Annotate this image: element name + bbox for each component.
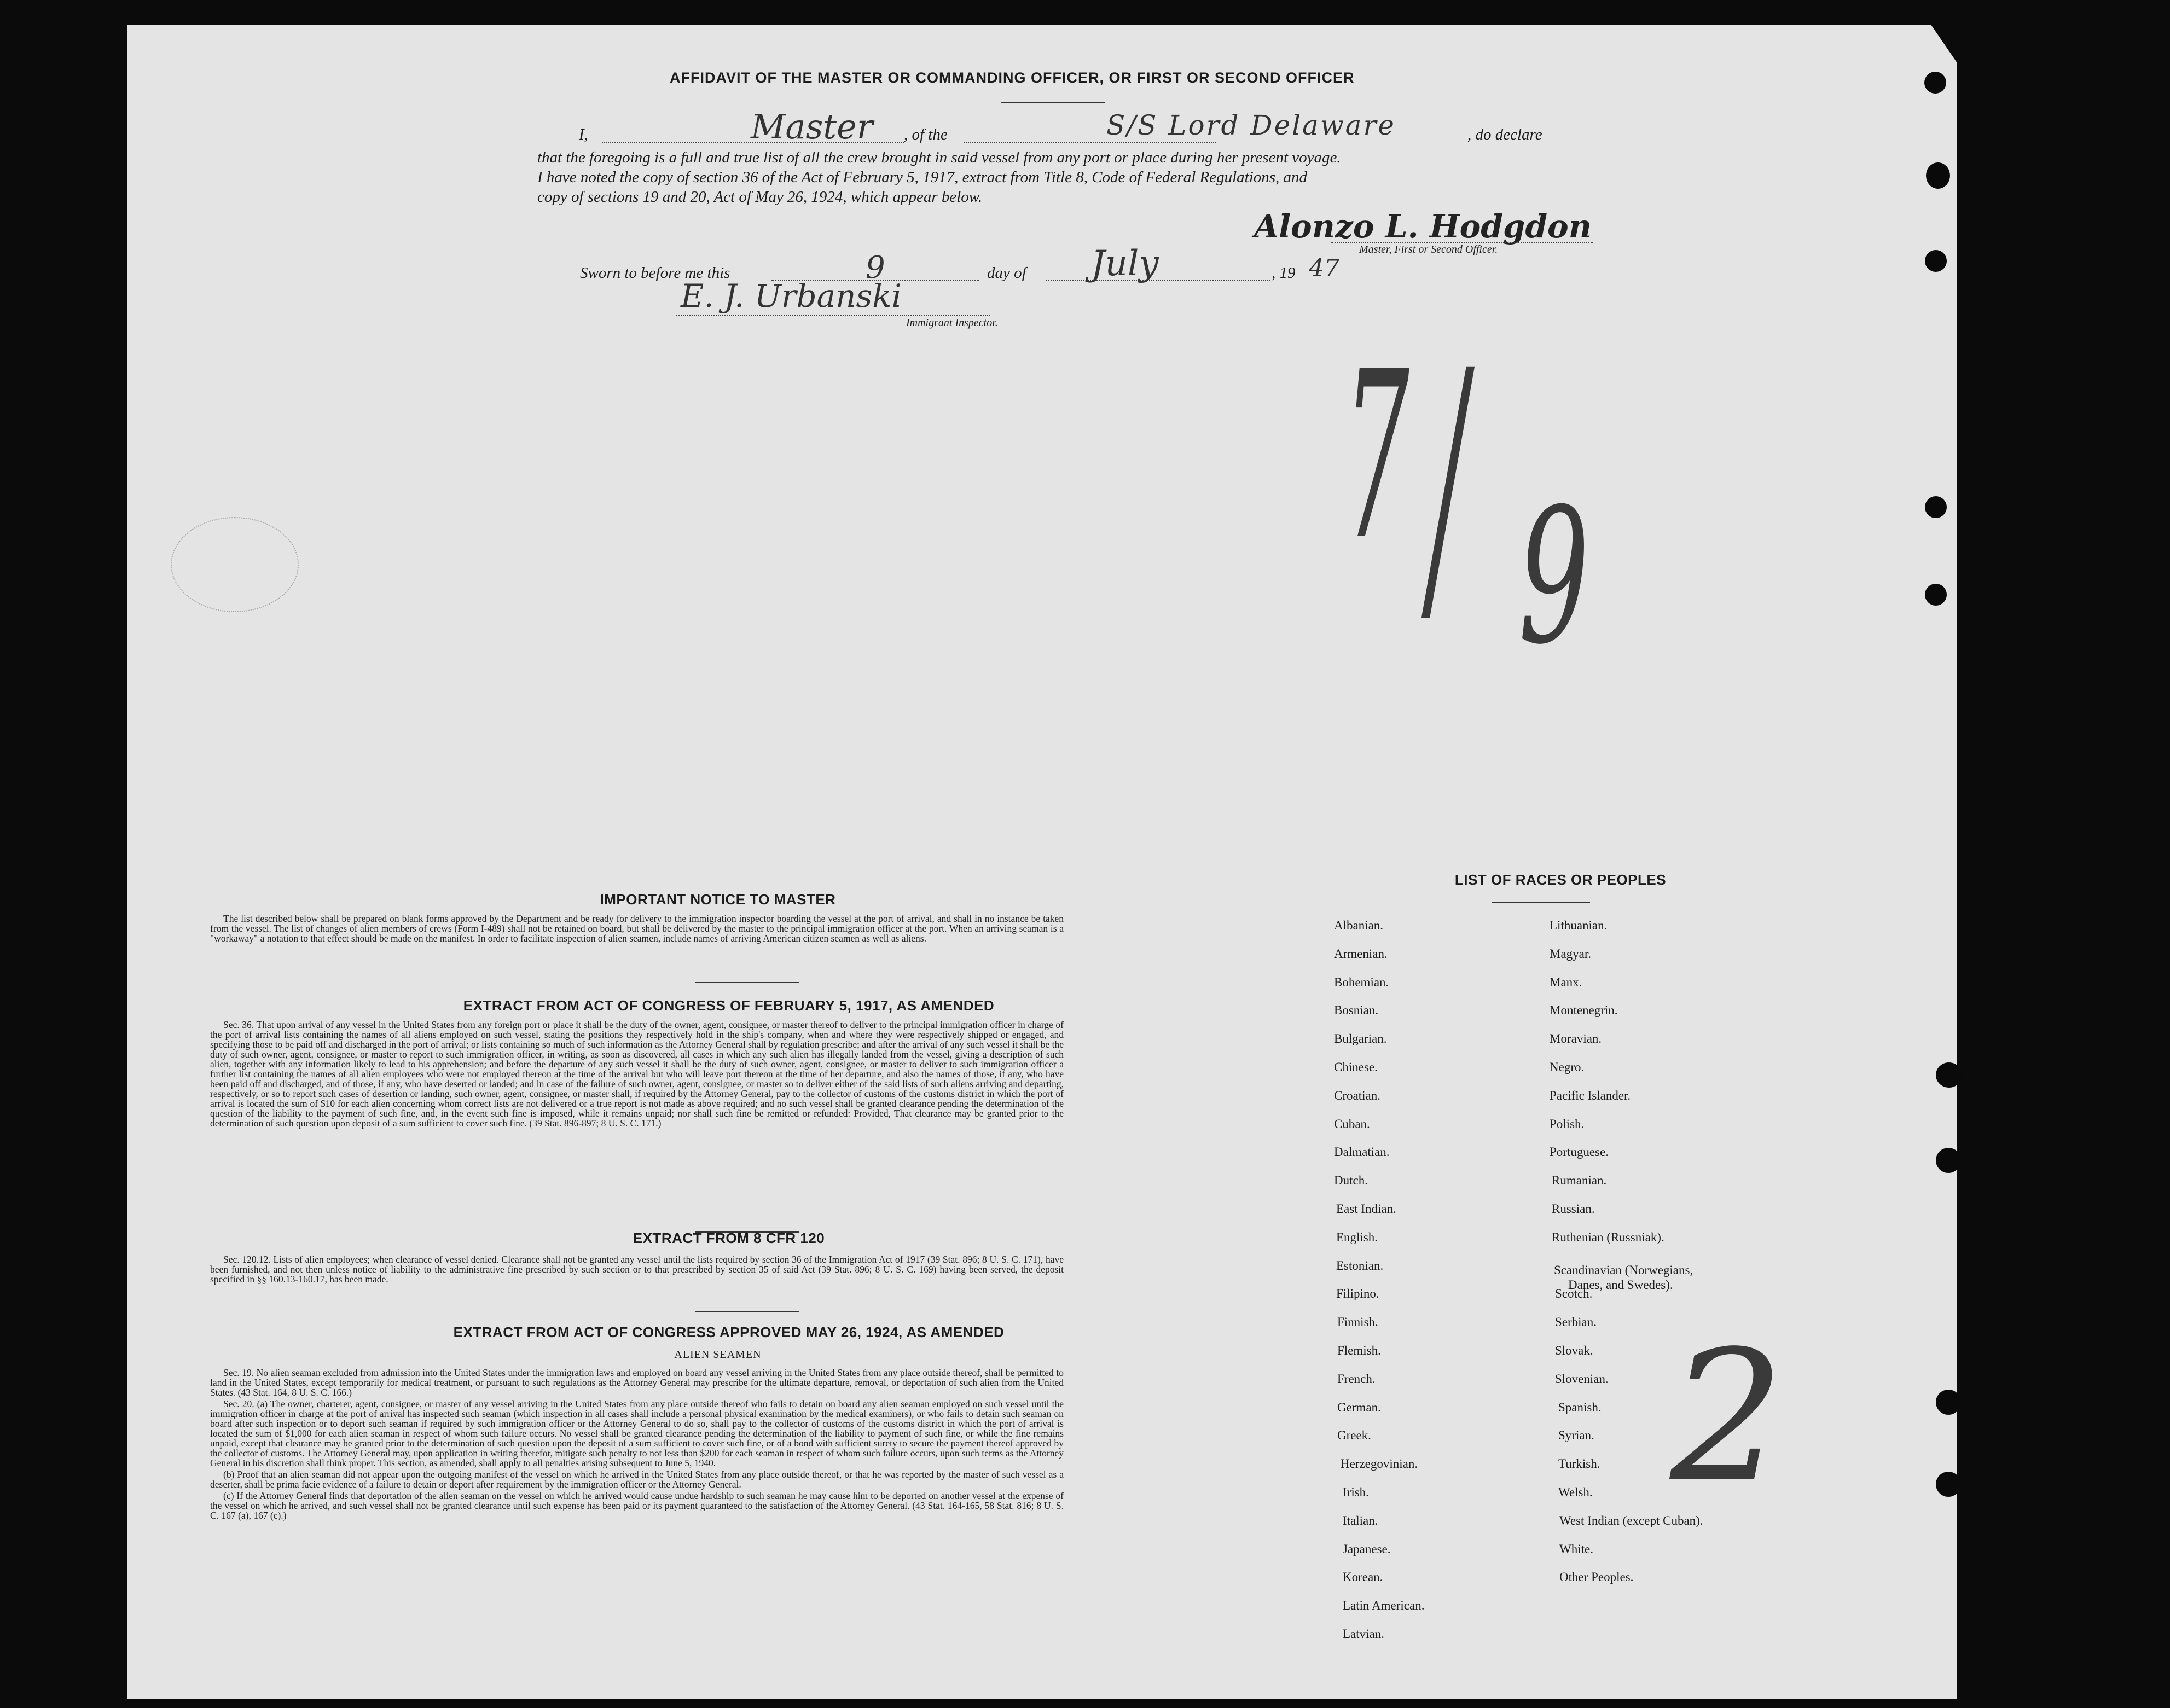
race-item: Syrian. [1558, 1428, 1594, 1443]
races-rule [1492, 902, 1590, 903]
race-item: Negro. [1550, 1060, 1585, 1074]
race-item: Montenegrin. [1550, 1003, 1618, 1018]
extract-1924-sec20c: (c) If the Attorney General finds that deportation of the alien seaman on the vessel on which he arrived would cause undue hardship to such seaman he may cause him to be deported on another vessel at the expense of the vessel on which he arrived, and such vessel shall not be granted clearance until such expense has been paid or its payment guaranteed to the satisfaction of the Attorney General. (43 Stat. 164-165, 58 Stat. 816; 8 U. S. C. 167 (a), 167 (c).) [210, 1490, 1064, 1521]
document-sheet [127, 25, 1957, 1699]
handwritten-date-mark-b: 9 [1518, 469, 1590, 685]
race-item: Portuguese. [1550, 1145, 1609, 1159]
day-handwritten: 9 [866, 250, 885, 286]
year-prefix: , 19 [1272, 264, 1296, 282]
extract-cfr-body [210, 1254, 1064, 1286]
inspector-caption: Immigrant Inspector. [906, 317, 998, 329]
extract-cfr-heading: EXTRACT FROM 8 CFR 120 [633, 1230, 825, 1246]
punch-hole [1925, 496, 1947, 518]
race-item: Welsh. [1558, 1485, 1593, 1499]
master-signature: Alonzo L. Hodgdon [1254, 208, 1592, 245]
extract-1924-body [210, 1368, 1064, 1522]
extract-1924-sec20b: (b) Proof that an alien seaman did not appear upon the outgoing manifest of the vessel on which he arrived in the United States from any place outside thereof, or that he was reported by the master of such vessel as a deserter, shall be prima facie evidence of a failure to detain or deport after requirement by the immigration officer or the Attorney General. [210, 1469, 1064, 1490]
handwritten-date-mark-a: 7 [1343, 323, 1409, 590]
race-item: Scandinavian (Norwegians, [1554, 1263, 1693, 1277]
race-item: Estonian. [1336, 1258, 1384, 1273]
extract-cfr-text: Sec. 120.12. Lists of alien employees; when clearance of vessel denied. Clearance shall not be granted any vessel until the lists required by section 36 of the Immigration Act of 1917 (39 Stat. 896; 8 U. S. C. 171), have been furnished, and not then unless notice of liability to the administrative fine prescribed by such section or to that prescribed by section 35 of said Act (39 Stat. 896; 8 U. S. C. 169) having been served, the deposit specified in §§ 160.13-160.17, has been made. [210, 1254, 1064, 1285]
vessel-line [964, 142, 1216, 143]
affidavit-do-declare: , do declare [1467, 126, 1542, 143]
extract-1917-body [210, 1020, 1064, 1130]
notice-heading: IMPORTANT NOTICE TO MASTER [600, 891, 836, 908]
race-item: French. [1337, 1372, 1376, 1386]
race-item: Finnish. [1337, 1315, 1378, 1329]
race-item: Russian. [1552, 1202, 1595, 1216]
race-item: Herzegovinian. [1341, 1457, 1418, 1471]
month-handwritten: July [1091, 243, 1159, 284]
signature-line [1331, 242, 1593, 243]
race-item: Bosnian. [1334, 1003, 1379, 1018]
race-item: West Indian (except Cuban). [1559, 1513, 1703, 1527]
punch-hole [1936, 1390, 1961, 1415]
extract-1924-sec20a: Sec. 20. (a) The owner, charterer, agent, consignee, or master of any vessel arriving in the United States from any place outside thereof who fails to detain on board any alien seaman employed on such vessel until the immigration officer in charge at the port of arrival has inspected such seaman (which inspection in all cases shall include a personal physical examination by the medical examiners), or who fails to detain such seaman on board after such inspection or to deport such seaman if required by such immigration officer or the Attorney General to do so, shall pay to the collector of customs of the customs district in which the port of arrival is located the sum of $1,000 for each alien seaman in respect of whom such failure occurs. No vessel shall be granted clearance pending the determination of the liability to payment of such fine, or while the fine remains unpaid, except that clearance may be granted prior to the determination of such question upon the deposit of a sum sufficient to cover such fine, or of a bond with sufficient surety to secure the payment thereof approved by the collector of customs. The Attorney General may, upon application in writing therefor, mitigate such penalty to not less than $200 for each seaman in respect of whom such failure occurs, upon such terms as the Attorney General in his discretion shall think proper. This section, as amended, shall apply to all penalties arising subsequent to June 5, 1940. [210, 1398, 1064, 1468]
handwritten-page-mark: 2 [1670, 1312, 1785, 1522]
race-item: Flemish. [1337, 1344, 1381, 1357]
race-item: Serbian. [1555, 1315, 1597, 1329]
punch-hole [1924, 72, 1946, 94]
race-item: White. [1559, 1542, 1593, 1556]
race-item: Manx. [1550, 975, 1582, 989]
race-item: Lithuanian. [1550, 919, 1608, 932]
race-item: Other Peoples. [1559, 1570, 1634, 1584]
year-handwritten: 47 [1309, 254, 1339, 282]
affidavit-line-3: I have noted the copy of section 36 of the Act of February 5, 1917, extract from Title 8, Code of Federal Regulations, and [537, 169, 1308, 186]
section-rule [695, 1311, 799, 1312]
race-item: German. [1337, 1400, 1381, 1414]
affidavit-heading: AFFIDAVIT OF THE MASTER OR COMMANDING OFFICER, OR FIRST OR SECOND OFFICER [670, 69, 1355, 86]
punch-hole [1925, 584, 1947, 606]
race-item: Spanish. [1558, 1400, 1602, 1414]
race-item: Latin American. [1343, 1599, 1425, 1613]
race-item: Polish. [1550, 1117, 1585, 1131]
punch-hole [1936, 1062, 1962, 1088]
race-item: Irish. [1343, 1485, 1369, 1499]
affidavit-i-label: I, [579, 126, 588, 143]
race-item: Moravian. [1550, 1032, 1602, 1046]
faded-stamp [171, 517, 299, 612]
race-item: Slovak. [1555, 1344, 1593, 1357]
affidavit-line-2: that the foregoing is a full and true list of all the crew brought in said vessel from any port or place during her present voyage. [537, 149, 1341, 166]
race-item: Magyar. [1550, 946, 1592, 961]
race-item: Armenian. [1334, 946, 1388, 961]
race-item: Danes, and Swedes). [1568, 1277, 1673, 1292]
race-item: Rumanian. [1552, 1173, 1607, 1188]
race-item: Latvian. [1343, 1627, 1384, 1641]
signature-caption: Master, First or Second Officer. [1359, 243, 1498, 255]
extract-1917-text: Sec. 36. That upon arrival of any vessel in the United States from any foreign port or place it shall be the duty of the owner, agent, consignee, or master thereof to deliver to the principal immigration officer in charge of the port of arrival lists containing the names of all aliens employed on such vessel, stating the positions they respectively hold in the ship's company, when and where they were respectively shipped or engaged, and specifying those to be paid off and discharged in the port of arrival; or lists containing so much of such information as the Attorney General shall by regulation prescribe; and after the arrival of any such vessel it shall be the duty of such owner, agent, consignee, or master to report to such immigration officer, in writing, as soon as discovered, all cases in which any such alien has illegally landed from the vessel, giving a description of such alien, together with any information likely to lead to his apprehension; and before the departure of any such vessel it shall be the duty of such owner, agent, consignee, or master to deliver to such immigration officer a further list containing the names of all alien employees who were not employed thereon at the time of the arrival but who will leave port thereon at the time of her departure, and also the names of those, if any, who have been paid off and discharged, and of those, if any, who have deserted or landed; and in case of the failure of such owner, agent, consignee, or master so to deliver either of the said lists of such aliens arriving and departing, respectively, or so to report such cases of desertion or landing, such owner, agent, consignee, or master shall, if required by the Attorney General, pay to the collector of customs of the customs district in which the port of arrival is located the sum of $10 for each alien concerning whom correct lists are not delivered or a true report is not made as above required; and no such vessel shall be granted clearance pending the determination of the question of the liability to the payment of such fine, and, in the event such fine is imposed, while it remains unpaid; nor shall such fine be remitted or refunded: Provided, That clearance may be granted prior to the determination of such question upon deposit of a sum sufficient to cover such fine. (39 Stat. 896-897; 8 U. S. C. 171.) [210, 1019, 1064, 1129]
race-item: Italian. [1343, 1513, 1378, 1527]
race-item: Korean. [1343, 1570, 1383, 1584]
handwritten-date-mark-slash: / [1430, 306, 1466, 663]
race-item: Chinese. [1334, 1060, 1378, 1074]
sworn-label: Sworn to before me this [580, 264, 730, 282]
race-item: Turkish. [1558, 1457, 1600, 1471]
race-item: Albanian. [1334, 919, 1384, 932]
extract-1924-heading: EXTRACT FROM ACT OF CONGRESS APPROVED MAY 26, 1924, AS AMENDED [453, 1324, 1005, 1340]
race-item: Dutch. [1334, 1173, 1368, 1188]
race-item: Bohemian. [1334, 975, 1389, 989]
inspector-line [676, 315, 990, 316]
vessel-handwritten: S/S Lord Delaware [1106, 109, 1396, 141]
race-item: Bulgarian. [1334, 1032, 1387, 1046]
race-item: Cuban. [1334, 1117, 1370, 1131]
folded-corner [1931, 25, 1957, 63]
race-item: Croatian. [1334, 1088, 1380, 1102]
race-item: Dalmatian. [1334, 1145, 1390, 1159]
race-item: Pacific Islander. [1550, 1088, 1631, 1102]
name-handwritten: Master [751, 107, 873, 147]
affidavit-line-4: copy of sections 19 and 20, Act of May 26, 1924, which appear below. [537, 188, 983, 206]
extract-1924-subheading: ALIEN SEAMEN [674, 1349, 762, 1361]
race-item: Scotch. [1555, 1287, 1593, 1301]
day-of-label: day of [987, 264, 1026, 282]
notice-body [210, 914, 1064, 945]
punch-hole [1936, 1472, 1961, 1497]
extract-1924-sec19: Sec. 19. No alien seaman excluded from admission into the United States under the immigration laws and employed on board any vessel arriving in the United States from any place outside thereof, shall be permitted to land in the United States, except temporarily for medical treatment, or pursuant to such regulations as the Attorney General may prescribe for the ultimate departure, removal, or deportation of such alien from the United States. (43 Stat. 164, 8 U. S. C. 166.) [210, 1367, 1064, 1398]
race-item: Ruthenian (Russniak). [1552, 1230, 1664, 1244]
affidavit-of-the-label: , of the [904, 126, 948, 143]
race-item: Greek. [1337, 1428, 1371, 1443]
punch-hole [1936, 1148, 1961, 1173]
section-rule [695, 982, 799, 983]
races-heading: LIST OF RACES OR PEOPLES [1454, 872, 1667, 888]
inspector-signature: E. J. Urbanski [681, 277, 902, 315]
race-item: English. [1336, 1230, 1378, 1244]
race-item: Filipino. [1336, 1287, 1379, 1301]
heading-rule [1001, 102, 1105, 103]
race-item: Japanese. [1343, 1542, 1391, 1556]
extract-1917-heading: EXTRACT FROM ACT OF CONGRESS OF FEBRUARY 5, 1917, AS AMENDED [463, 997, 995, 1014]
race-item: East Indian. [1336, 1202, 1396, 1216]
punch-hole [1925, 250, 1947, 272]
race-item: Slovenian. [1555, 1372, 1609, 1386]
notice-text: The list described below shall be prepared on blank forms approved by the Department and be ready for delivery to the immigration inspector boarding the vessel at the port of arrival, and shall in no instance be taken from the vessel. The list of changes of alien members of crews (Form I-489) shall not be retained on board, but shall be delivered by the master to the principal immigration officer at the port. When an arriving seaman is a "workaway" a notation to that effect should be made on the manifest. In order to facilitate inspection of alien seamen, include names of arriving American citizen seamen as well as aliens. [210, 913, 1064, 944]
punch-hole [1926, 162, 1950, 189]
